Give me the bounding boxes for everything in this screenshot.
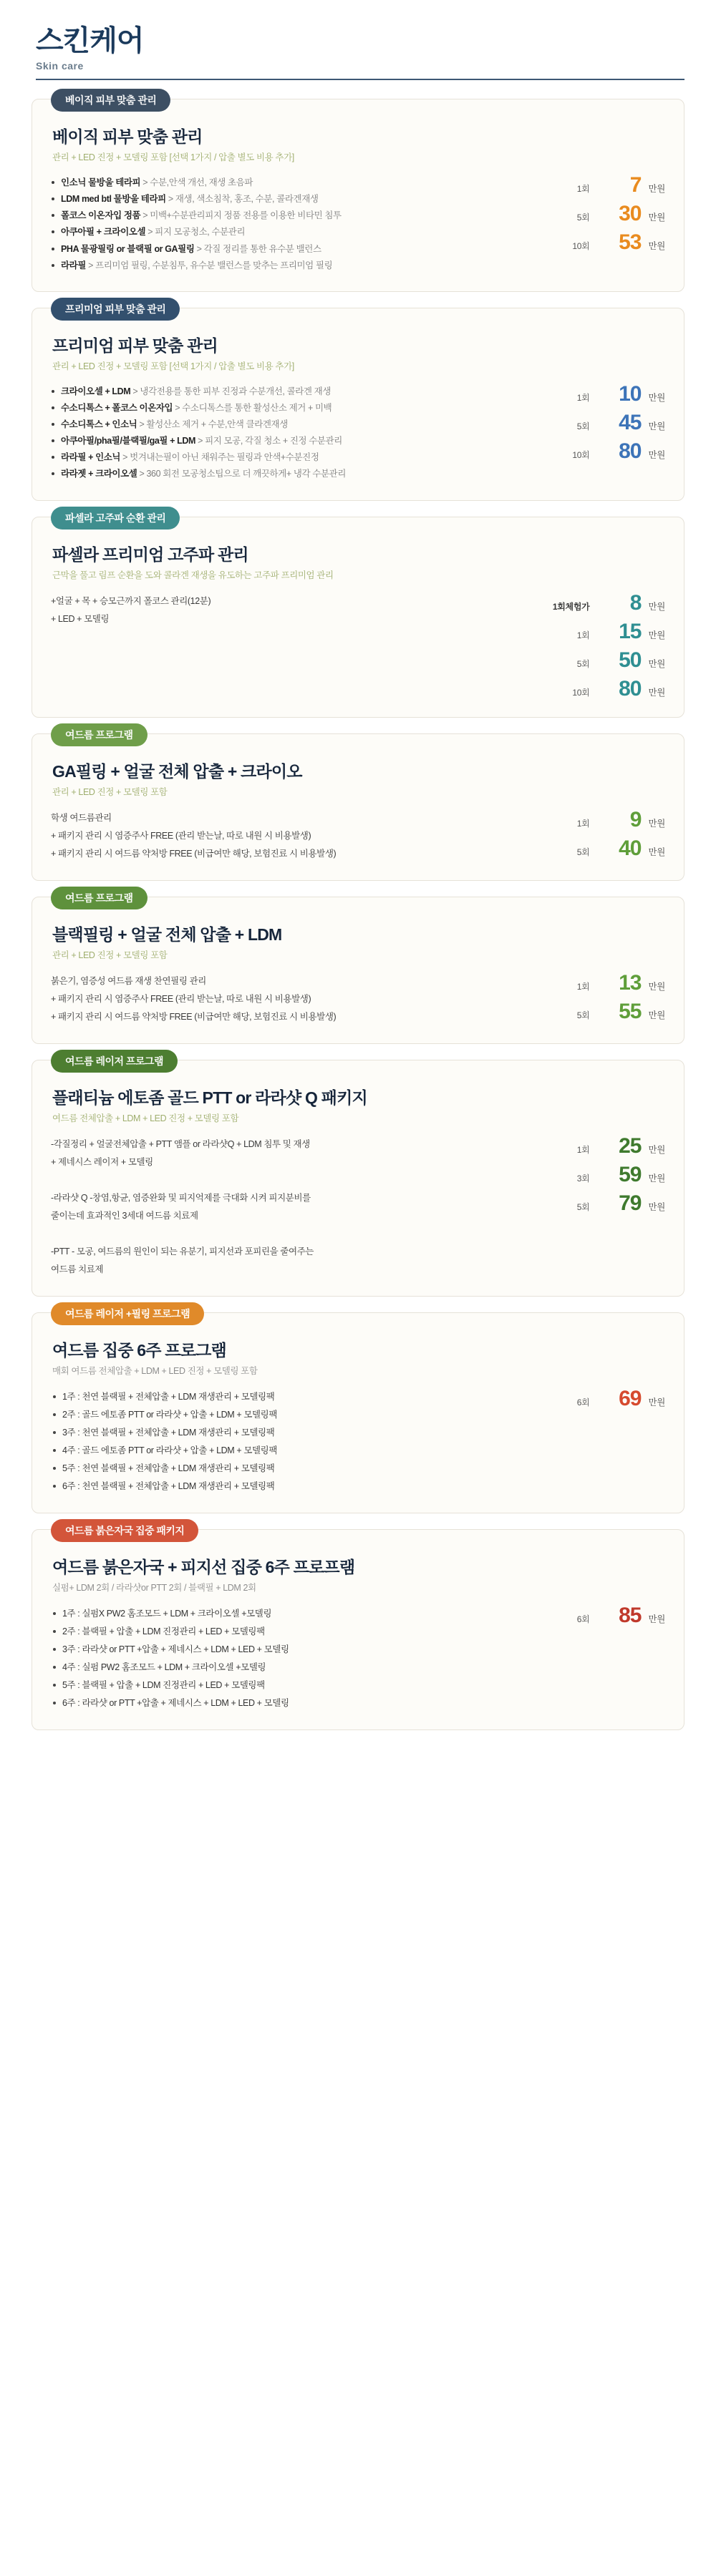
price-list: [532, 1388, 665, 1410]
card-title: 프리미엄 피부 맞춤 관리: [52, 336, 218, 355]
list-item: 4주 : 실펌 PW2 홈조모드 + LDM + 크라이오셀 +모델링: [51, 1659, 519, 1677]
program-card: [32, 892, 684, 1044]
price-row: [532, 972, 665, 994]
price-unit: 만원: [648, 184, 665, 194]
description-line: -각질정리 + 얼굴전체압출 + PTT 앰플 or 라라샷Q + LDM 침투 및 재생: [51, 1138, 310, 1149]
card-tag: 여드름 붉은자국 집중 패키지: [51, 1519, 198, 1542]
price-amount: 55: [619, 999, 642, 1023]
price-row: [532, 1388, 665, 1410]
list-item: [51, 224, 519, 240]
treatment-name: PHA 물광필링 or 블랙필 or GA필링: [61, 243, 195, 254]
price-session-label: 1회: [576, 184, 590, 194]
price-unit: 만원: [648, 213, 665, 223]
price-amount: 7: [629, 173, 642, 197]
description-line: + 패키지 관리 시 염증주사 FREE (관리 받는날, 따로 내원 시 비용발생): [51, 830, 311, 841]
price-amount: 13: [619, 970, 642, 995]
card-title: 플래티늄 에토좀 골드 PTT or 라라샷 Q 패키지: [52, 1088, 367, 1107]
cards-container: [32, 94, 684, 1730]
list-item: 2주 : 골드 에토좀 PTT or 라라샷 + 압출 + LDM + 모델링팩: [51, 1406, 519, 1424]
treatment-name: 폴코스 이온자입 정품: [61, 210, 141, 221]
price-session-label: 1회: [576, 392, 590, 403]
price-amount: 50: [619, 648, 642, 672]
card-title: GA필링 + 얼굴 전체 압출 + 크라이오: [52, 761, 302, 781]
price-row: [532, 650, 665, 671]
page-title: 스킨케어: [36, 25, 144, 57]
price-column: [532, 808, 665, 859]
list-item: 3주 : 천연 블랙필 + 전체압출 + LDM 재생관리 + 모델링팩: [51, 1424, 519, 1442]
treatment-name: 수소디톡스 + 인소닉: [61, 419, 137, 429]
price-session-label: 6회: [576, 1614, 590, 1624]
price-unit: 만원: [648, 241, 665, 251]
treatment-desc: > 피지 모공청소, 수분관리: [145, 227, 246, 238]
card-body: [51, 808, 665, 863]
price-column: [532, 382, 665, 462]
description-line: [51, 1225, 519, 1243]
header-divider: [36, 79, 684, 80]
weekly-schedule-list: [51, 1388, 519, 1496]
treatment-desc: > 360 회전 모공청소팁으로 더 깨끗하게+ 냉각 수분관리: [137, 469, 346, 479]
price-list: [532, 592, 665, 700]
price-row: [532, 838, 665, 859]
price-unit: 만원: [648, 1010, 665, 1020]
price-unit: 만원: [648, 449, 665, 460]
program-card: [32, 94, 684, 292]
treatment-desc: > 피지 모공, 각질 청소 + 진정 수분관리: [195, 436, 342, 447]
card-tag: 여드름 프로그램: [51, 887, 147, 909]
price-list: [532, 381, 665, 463]
list-item: [51, 400, 519, 416]
card-body: [51, 591, 665, 700]
treatment-name: 라라필: [61, 260, 87, 270]
treatment-name: 아쿠아필/pha필/블랙필/ga필 + LDM: [61, 436, 196, 447]
price-session-label: 10회: [572, 241, 590, 251]
price-session-label: 1회: [576, 818, 590, 829]
card-detail-column: [51, 808, 519, 863]
weekly-schedule-list: [51, 1605, 519, 1712]
price-unit: 만원: [648, 1397, 665, 1407]
list-item: [51, 258, 519, 274]
price-row: [532, 1193, 665, 1214]
card-title: 베이직 피부 맞춤 관리: [52, 127, 203, 146]
card-title: 여드름 집중 6주 프로그램: [52, 1340, 226, 1360]
treatment-desc: > 수소디톡스를 통한 활성산소 제거 + 미백: [173, 402, 332, 413]
price-column: [532, 971, 665, 1023]
treatment-list: [51, 384, 519, 483]
price-row: [532, 621, 665, 643]
price-session-label: 10회: [572, 449, 590, 460]
card-tag: 베이직 피부 맞춤 관리: [51, 89, 170, 112]
price-session-label: 5회: [576, 1010, 590, 1020]
card-subtitle: 실펌+ LDM 2회 / 라라샷or PTT 2회 / 블랙필 + LDM 2회: [52, 1582, 256, 1593]
card-tag: 여드름 프로그램: [51, 723, 147, 746]
price-session-label: 5회: [576, 213, 590, 223]
price-row: [532, 809, 665, 831]
list-item: [51, 175, 519, 191]
price-unit: 만원: [648, 1201, 665, 1212]
price-session-label: 3회: [576, 1173, 590, 1184]
description-lines: [51, 1136, 519, 1279]
price-list: [532, 809, 665, 859]
card-title: 파셀라 프리미엄 고주파 관리: [52, 545, 248, 564]
price-amount: 40: [619, 836, 642, 860]
price-amount: 8: [629, 590, 642, 615]
description-lines: [51, 972, 519, 1026]
list-item: [51, 384, 519, 400]
description-line: 여드름 치료제: [51, 1264, 104, 1274]
price-amount: 45: [619, 410, 642, 434]
price-amount: 9: [629, 807, 642, 831]
treatment-desc: > 재생, 색소침착, 홍조, 수분, 콜라겐재생: [165, 194, 319, 205]
price-session-label: 1회체험가: [552, 601, 590, 612]
price-session-label: 5회: [576, 847, 590, 857]
list-item: [51, 466, 519, 482]
card-title: 블랙필링 + 얼굴 전체 압출 + LDM: [52, 924, 282, 944]
card-subtitle: 관리 + LED 진정 + 모델링 포함 [선택 1가지 / 압출 별도 비용 추가]: [52, 152, 294, 162]
price-amount: 53: [619, 230, 642, 254]
price-amount: 80: [619, 676, 642, 701]
price-list: [532, 972, 665, 1023]
price-unit: 만원: [648, 421, 665, 431]
list-item: [51, 191, 519, 208]
price-session-label: 5회: [576, 1201, 590, 1212]
description-line: + 제네시스 레이저 + 모델링: [51, 1156, 153, 1167]
price-amount: 15: [619, 619, 642, 643]
price-session-label: 1회: [576, 981, 590, 992]
treatment-name: 아쿠아필 + 크라이오셀: [61, 227, 146, 238]
price-amount: 59: [619, 1162, 642, 1186]
description-line: + 패키지 관리 시 염증주사 FREE (관리 받는날, 따로 내원 시 비용발생): [51, 993, 311, 1004]
card-subtitle: 매회 여드름 전체압출 + LDM + LED 진정 + 모델링 포함: [52, 1365, 258, 1376]
price-row: [532, 203, 665, 225]
card-subtitle: 여드름 전체압출 + LDM + LED 진정 + 모델링 포함: [52, 1113, 239, 1123]
card-body: [51, 1134, 665, 1279]
page-subtitle: Skin care: [36, 60, 84, 72]
card-body: [51, 971, 665, 1026]
card-tag: 파셀라 고주파 순환 관리: [51, 507, 180, 530]
treatment-desc: > 냉각전용를 통한 피부 진정과 수분개선, 콜라겐 재생: [130, 386, 332, 396]
description-line: -라라샷 Q -창염,항균, 염증완화 및 피지억제를 극대화 시켜 피지분비를: [51, 1192, 311, 1203]
list-item: [51, 416, 519, 433]
price-amount: 25: [619, 1133, 642, 1158]
price-column: [532, 1387, 665, 1410]
description-line: + 패키지 관리 시 여드름 약처방 FREE (비급여만 해당, 보험진료 시 비용발생): [51, 1011, 337, 1022]
price-unit: 만원: [648, 630, 665, 640]
treatment-desc: > 벗겨내는필이 아닌 채워주는 필링과 안색+수분진정: [120, 452, 319, 463]
treatment-name: 크라이오셀 + LDM: [61, 386, 131, 396]
program-card: [32, 512, 684, 718]
treatment-name: 라라젯 + 크라이오셀: [61, 469, 137, 479]
card-subtitle: 관리 + LED 진정 + 모델링 포함: [52, 786, 168, 797]
card-detail-column: [51, 1387, 519, 1496]
price-unit: 만원: [648, 1144, 665, 1155]
price-unit: 만원: [648, 687, 665, 698]
treatment-name: LDM med btl 물방울 테라피: [61, 194, 166, 205]
price-session-label: 1회: [576, 630, 590, 640]
price-amount: 10: [619, 381, 642, 406]
card-body: [51, 1604, 665, 1712]
treatment-desc: > 미백+수분관리피지 정품 전용를 이용한 비타민 침투: [140, 210, 342, 221]
price-row: [532, 1164, 665, 1186]
price-column: [532, 1134, 665, 1214]
card-body: [51, 173, 665, 274]
price-unit: 만원: [648, 392, 665, 403]
card-body: [51, 382, 665, 483]
program-card: [32, 1307, 684, 1513]
description-line: 붉은기, 염증성 여드름 재생 찬연필링 관리: [51, 975, 206, 986]
price-amount: 85: [619, 1603, 642, 1627]
price-unit: 만원: [648, 847, 665, 857]
list-item: 2주 : 블랙필 + 압출 + LDM 진정관리 + LED + 모델링팩: [51, 1623, 519, 1641]
price-amount: 30: [619, 202, 642, 225]
price-row: [532, 441, 665, 462]
price-list: [532, 1605, 665, 1626]
list-item: [51, 208, 519, 224]
price-session-label: 10회: [572, 687, 590, 698]
price-session-label: 6회: [576, 1397, 590, 1407]
description-line: 줄이는데 효과적인 3세대 여드름 치료제: [51, 1210, 198, 1221]
treatment-list: [51, 175, 519, 274]
card-tag: 여드름 레이저 +필링 프로그램: [51, 1302, 204, 1325]
card-detail-column: [51, 173, 519, 274]
card-detail-column: [51, 1604, 519, 1712]
list-item: 1주 : 천연 블랙필 + 전체압출 + LDM 재생관리 + 모델링팩: [51, 1388, 519, 1406]
price-list: [532, 1133, 665, 1215]
program-card: [32, 1055, 684, 1297]
list-item: [51, 433, 519, 449]
price-session-label: 1회: [576, 1144, 590, 1155]
price-unit: 만원: [648, 1614, 665, 1624]
list-item: 6주 : 라라샷 or PTT +압출 + 제네시스 + LDM + LED + 모델링: [51, 1694, 519, 1712]
list-item: [51, 449, 519, 466]
price-session-label: 5회: [576, 421, 590, 431]
description-line: + 패키지 관리 시 여드름 약처방 FREE (비급여만 해당, 보험진료 시 비용발생): [51, 848, 337, 859]
treatment-name: 수소디톡스 + 폴코스 이온자입: [61, 402, 173, 413]
card-detail-column: [51, 971, 519, 1026]
price-row: [532, 232, 665, 253]
list-item: 4주 : 골드 에토좀 PTT or 라라샷 + 압출 + LDM + 모델링팩: [51, 1442, 519, 1460]
card-subtitle: 근막을 풀고 림프 순환을 도와 콜라겐 재생을 유도하는 고주파 프리미엄 관리: [52, 570, 334, 580]
card-subtitle: 관리 + LED 진정 + 모델링 포함 [선택 1가지 / 압출 별도 비용 추가]: [52, 361, 294, 371]
price-session-label: 5회: [576, 658, 590, 669]
description-line: [51, 1171, 519, 1189]
price-unit: 만원: [648, 1173, 665, 1184]
list-item: 3주 : 라라샷 or PTT +압출 + 제네시스 + LDM + LED + 모델링: [51, 1641, 519, 1659]
list-item: 5주 : 블랙필 + 압출 + LDM 진정관리 + LED + 모델링팩: [51, 1677, 519, 1694]
price-column: [532, 173, 665, 253]
price-column: [532, 1604, 665, 1626]
price-amount: 79: [619, 1191, 642, 1215]
price-row: [532, 175, 665, 196]
card-tag: 프리미엄 피부 맞춤 관리: [51, 298, 180, 321]
treatment-desc: > 프리미엄 필링, 수분침투, 유수분 밸런스를 맞추는 프리미엄 필링: [86, 260, 333, 270]
program-card: [32, 303, 684, 501]
program-card: [32, 728, 684, 881]
price-unit: 만원: [648, 601, 665, 612]
treatment-name: 인소닉 물방울 테라피: [61, 177, 141, 187]
card-detail-column: [51, 1134, 519, 1279]
price-row: [532, 1001, 665, 1023]
description-lines: [51, 592, 519, 628]
page-header: [32, 26, 684, 80]
description-lines: [51, 809, 519, 863]
price-column: [532, 591, 665, 700]
price-amount: 69: [619, 1386, 642, 1410]
card-detail-column: [51, 591, 519, 628]
price-row: [532, 678, 665, 700]
card-body: [51, 1387, 665, 1496]
card-title: 여드름 붉은자국 + 피지선 집중 6주 프로프램: [52, 1557, 355, 1576]
treatment-desc: > 활성산소 제거 + 수분,안색 클라겐재생: [137, 419, 288, 429]
treatment-name: 라라필 + 인소닉: [61, 452, 121, 463]
description-line: 학생 여드름관리: [51, 812, 112, 823]
treatment-desc: > 각질 정리를 통한 유수분 밸런스: [194, 243, 321, 254]
card-tag: 여드름 레이저 프로그램: [51, 1050, 178, 1073]
price-list: [532, 175, 665, 253]
price-amount: 80: [619, 439, 642, 463]
price-row: [532, 1605, 665, 1626]
description-line: + LED + 모델링: [51, 613, 110, 624]
card-subtitle: 관리 + LED 진정 + 모델링 포함: [52, 950, 168, 960]
price-unit: 만원: [648, 981, 665, 992]
card-detail-column: [51, 382, 519, 483]
treatment-desc: > 수분,안색 개선, 재생 초음파: [140, 177, 253, 187]
price-row: [532, 381, 665, 406]
list-item: 6주 : 천연 블랙필 + 전체압출 + LDM 재생관리 + 모델링팩: [51, 1478, 519, 1496]
description-line: +얼굴 + 목 + 승모근까지 폴코스 관리(12분): [51, 595, 211, 606]
price-unit: 만원: [648, 818, 665, 829]
program-card: [32, 1524, 684, 1730]
list-item: 1주 : 실펌X PW2 홈조모드 + LDM + 크라이오셀 +모델링: [51, 1605, 519, 1623]
description-line: -PTT - 모공, 여드름의 원인이 되는 유분기, 피지선과 포피린을 줄여주는: [51, 1246, 314, 1257]
price-row: [532, 412, 665, 434]
price-row: [532, 1133, 665, 1158]
list-item: 5주 : 천연 블랙필 + 전체압출 + LDM 재생관리 + 모델링팩: [51, 1460, 519, 1478]
price-unit: 만원: [648, 658, 665, 669]
price-row: [532, 592, 665, 614]
list-item: [51, 241, 519, 258]
